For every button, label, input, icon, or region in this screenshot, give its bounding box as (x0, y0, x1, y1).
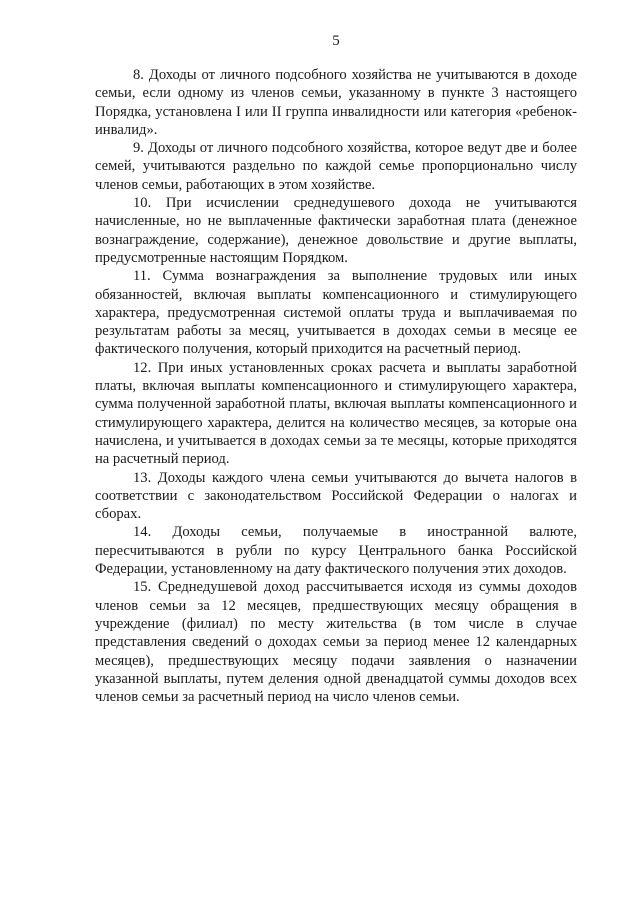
paragraph-9: 9. Доходы от личного подсобного хозяйства, которое ведут две и более семей, учитываются раздельно по каждой семье пропорционально числу членов семьи, работающих в этом хозяйстве. (95, 140, 577, 193)
paragraph-14: 14. Доходы семьи, получаемые в иностранной валюте, пересчитываются в рубли по курсу Центрального банка Российской Федерации, установленному на дату фактического получения этих доходов. (95, 524, 577, 578)
paragraph-13: 13. Доходы каждого члена семьи учитываются до вычета налогов в соответствии с законодательством Российской Федерации о налогах и сборах. (95, 469, 577, 523)
paragraph-11: 11. Сумма вознаграждения за выполнение трудовых или иных обязанностей, включая выплаты компенсационного и стимулирующего характера, предусмотренная системой оплаты труда и выплачиваемая по результатам работы за месяц, учитывается в доходах семьи в месяце ее фактического получения, который приходится на расчетный период. (95, 268, 577, 358)
paragraph-10: 10. При исчислении среднедушевого дохода не учитываются начисленные, но не выплаченные фактически заработная плата (денежное вознаграждение, содержание), денежное довольствие и другие выплаты, предусмотренные настоящим Порядком. (95, 195, 577, 266)
paragraph-12: 12. При иных установленных сроках расчета и выплаты заработной платы, включая выплаты компенсационного и стимулирующего характера, сумма полученной заработной платы, включая выплаты компенсационного и стимулирующего характера, делится на количество месяцев, за которые она начислена, и учитывается в доходах семьи за те месяцы, которые приходятся на расчетный период. (95, 359, 577, 468)
page-number: 5 (332, 33, 340, 49)
paragraph-8: 8. Доходы от личного подсобного хозяйства не учитываются в доходе семьи, если одному из членов семьи, указанному в пункте 3 настоящего Порядка, установлена I или II группа инвалидности или категория «ребенок-инвалид». (95, 67, 577, 138)
document-body (95, 66, 577, 706)
paragraph-15: 15. Среднедушевой доход рассчитывается исходя из суммы доходов членов семьи за 12 месяцев, предшествующих месяцу обращения в учреждение (филиал) по месту жительства (в том числе в случае представления сведений о доходах семьи за период менее 12 календарных месяцев), предшествующих месяцу подачи заявления о назначении указанной выплаты, путем деления одной двенадцатой суммы доходов всех членов семьи за расчетный период на число членов семьи. (95, 579, 577, 706)
